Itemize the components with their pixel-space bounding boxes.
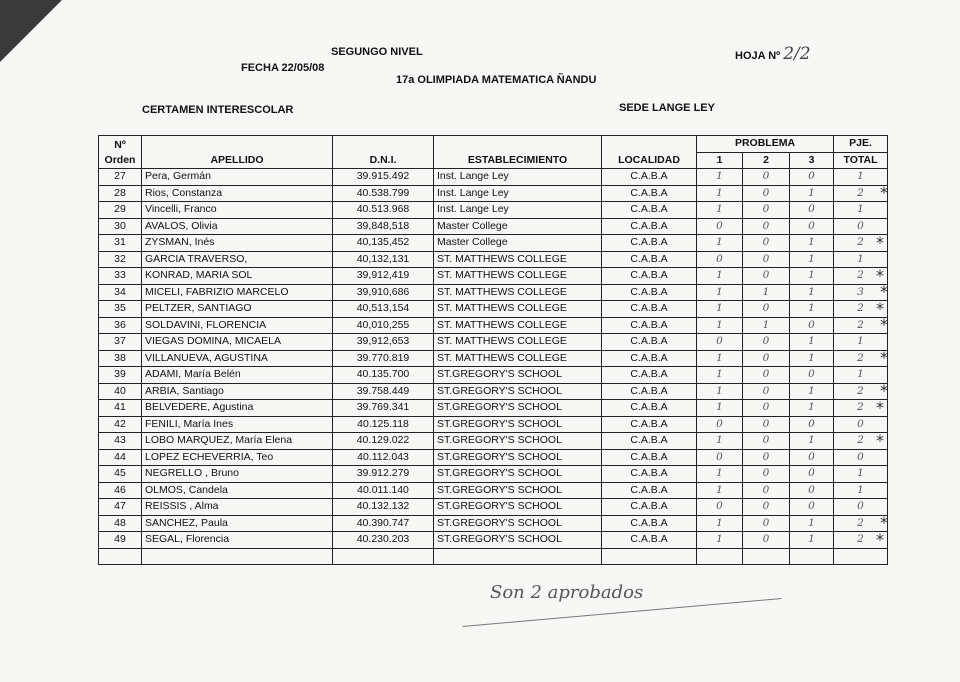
- row-problema-3: 1: [790, 350, 834, 367]
- table-row: [99, 416, 888, 433]
- row-establecimiento: ST.GREGORY'S SCHOOL: [434, 532, 602, 549]
- row-total: 1: [834, 202, 888, 219]
- row-problema-2: 0: [743, 499, 790, 516]
- table-row: [99, 284, 888, 301]
- table-row: [99, 218, 888, 235]
- row-establecimiento: Inst. Lange Ley: [434, 169, 602, 186]
- row-problema-1: 1: [697, 317, 743, 334]
- star-mark: *: [876, 298, 884, 318]
- table-row: [99, 400, 888, 417]
- row-problema-2: 0: [743, 235, 790, 252]
- row-apellido: AVALOS, Olivia: [142, 218, 333, 235]
- table-row: [99, 499, 888, 516]
- table-row: [99, 482, 888, 499]
- row-dni: 40.132.132: [333, 499, 434, 516]
- row-problema-1: 1: [697, 482, 743, 499]
- row-localidad: [602, 548, 697, 565]
- row-localidad: C.A.B.A: [602, 466, 697, 483]
- row-establecimiento: ST.GREGORY'S SCHOOL: [434, 383, 602, 400]
- row-establecimiento: ST. MATTHEWS COLLEGE: [434, 334, 602, 351]
- row-dni: 40.011.140: [333, 482, 434, 499]
- row-problema-3: 1: [790, 301, 834, 318]
- row-localidad: C.A.B.A: [602, 499, 697, 516]
- row-establecimiento: Inst. Lange Ley: [434, 202, 602, 219]
- row-apellido: GARCIA TRAVERSO,: [142, 251, 333, 268]
- row-localidad: C.A.B.A: [602, 433, 697, 450]
- table-row: [99, 235, 888, 252]
- row-dni: 40.112.043: [333, 449, 434, 466]
- row-problema-1: 1: [697, 383, 743, 400]
- table-row: [99, 466, 888, 483]
- row-number: 32: [99, 251, 142, 268]
- row-problema-2: 0: [743, 383, 790, 400]
- row-localidad: C.A.B.A: [602, 334, 697, 351]
- row-total: 2: [834, 400, 888, 417]
- row-dni: 39,912,653: [333, 334, 434, 351]
- row-problema-2: 0: [743, 449, 790, 466]
- handwritten-note: Son 2 aprobados: [490, 582, 644, 603]
- row-problema-3: 0: [790, 416, 834, 433]
- star-mark: *: [880, 183, 888, 202]
- row-problema-1: 0: [697, 416, 743, 433]
- row-problema-2: 0: [743, 433, 790, 450]
- row-apellido: SOLDAVINI, FLORENCIA: [142, 317, 333, 334]
- row-problema-3: 1: [790, 400, 834, 417]
- table-row: [99, 367, 888, 384]
- row-establecimiento: [434, 548, 602, 565]
- row-number: [99, 548, 142, 565]
- row-total: 2: [834, 433, 888, 450]
- row-number: 36: [99, 317, 142, 334]
- table-row: [99, 532, 888, 549]
- row-total: 0: [834, 218, 888, 235]
- row-problema-2: 0: [743, 400, 790, 417]
- row-problema-3: 0: [790, 367, 834, 384]
- row-apellido: LOBO MARQUEZ, María Elena: [142, 433, 333, 450]
- row-total: 2: [834, 317, 888, 334]
- row-problema-3: 1: [790, 235, 834, 252]
- row-total: 1: [834, 466, 888, 483]
- hoja-label-text: HOJA Nº: [735, 50, 781, 62]
- row-dni: 40.135.700: [333, 367, 434, 384]
- row-number: 34: [99, 284, 142, 301]
- col-orden-line1: Nº: [114, 139, 126, 151]
- table-row: [99, 185, 888, 202]
- star-mark: *: [876, 430, 884, 450]
- col-p3-header: 3: [790, 152, 834, 169]
- row-apellido: Rios, Constanza: [142, 185, 333, 202]
- row-problema-3: 1: [790, 383, 834, 400]
- col-problema-header: PROBLEMA: [697, 136, 834, 153]
- row-problema-3: [790, 548, 834, 565]
- fecha-heading: FECHA 22/05/08: [241, 62, 325, 74]
- row-problema-3: 0: [790, 449, 834, 466]
- sede-heading: SEDE LANGE LEY: [619, 102, 715, 114]
- row-problema-2: 0: [743, 334, 790, 351]
- row-problema-2: 1: [743, 317, 790, 334]
- row-apellido: Vincelli, Franco: [142, 202, 333, 219]
- row-total: 2: [834, 383, 888, 400]
- table-row: [99, 301, 888, 318]
- row-total: 1: [834, 482, 888, 499]
- row-number: 30: [99, 218, 142, 235]
- col-establecimiento-header: ESTABLECIMIENTO: [434, 136, 602, 169]
- row-number: 44: [99, 449, 142, 466]
- row-dni: 40.390.747: [333, 515, 434, 532]
- row-problema-1: 1: [697, 532, 743, 549]
- row-dni: 40.129.022: [333, 433, 434, 450]
- row-establecimiento: ST.GREGORY'S SCHOOL: [434, 449, 602, 466]
- star-mark: *: [880, 381, 888, 400]
- row-problema-3: 1: [790, 334, 834, 351]
- row-problema-3: 1: [790, 433, 834, 450]
- row-number: 48: [99, 515, 142, 532]
- row-total: 1: [834, 367, 888, 384]
- col-orden-header: [99, 136, 142, 169]
- row-problema-1: 0: [697, 334, 743, 351]
- row-establecimiento: ST.GREGORY'S SCHOOL: [434, 482, 602, 499]
- row-dni: [333, 548, 434, 565]
- row-localidad: C.A.B.A: [602, 367, 697, 384]
- row-dni: 40.513.968: [333, 202, 434, 219]
- row-establecimiento: Inst. Lange Ley: [434, 185, 602, 202]
- row-problema-1: 1: [697, 235, 743, 252]
- row-problema-1: 1: [697, 185, 743, 202]
- row-problema-1: 1: [697, 202, 743, 219]
- table-row: [99, 317, 888, 334]
- row-problema-2: 0: [743, 416, 790, 433]
- table-row: [99, 433, 888, 450]
- row-apellido: KONRAD, MARIA SOL: [142, 268, 333, 285]
- row-problema-1: 1: [697, 466, 743, 483]
- row-localidad: C.A.B.A: [602, 185, 697, 202]
- row-number: 41: [99, 400, 142, 417]
- row-problema-1: 0: [697, 499, 743, 516]
- header-row-1: [99, 136, 888, 153]
- results-table: [98, 135, 888, 565]
- row-localidad: C.A.B.A: [602, 416, 697, 433]
- table-row: [99, 515, 888, 532]
- row-problema-3: 0: [790, 169, 834, 186]
- row-apellido: ADAMI, María Belén: [142, 367, 333, 384]
- row-total: 0: [834, 449, 888, 466]
- row-apellido: SEGAL, Florencia: [142, 532, 333, 549]
- row-problema-1: 1: [697, 301, 743, 318]
- row-problema-2: 0: [743, 251, 790, 268]
- row-number: 49: [99, 532, 142, 549]
- col-p2-header: 2: [743, 152, 790, 169]
- row-number: 27: [99, 169, 142, 186]
- row-number: 37: [99, 334, 142, 351]
- row-problema-2: 0: [743, 515, 790, 532]
- row-dni: 40.125.118: [333, 416, 434, 433]
- row-problema-1: 1: [697, 268, 743, 285]
- row-apellido: BELVEDERE, Agustina: [142, 400, 333, 417]
- row-problema-1: 0: [697, 251, 743, 268]
- row-localidad: C.A.B.A: [602, 268, 697, 285]
- star-mark: *: [880, 282, 888, 301]
- row-problema-3: 1: [790, 268, 834, 285]
- row-total: 2: [834, 532, 888, 549]
- star-mark: *: [876, 529, 884, 549]
- row-problema-2: 0: [743, 218, 790, 235]
- row-problema-3: 1: [790, 532, 834, 549]
- row-total: 2: [834, 301, 888, 318]
- row-problema-1: 1: [697, 284, 743, 301]
- row-dni: 40,513,154: [333, 301, 434, 318]
- row-localidad: C.A.B.A: [602, 301, 697, 318]
- row-apellido: REISSIS , Alma: [142, 499, 333, 516]
- row-total: 1: [834, 334, 888, 351]
- hoja-label: [735, 44, 811, 64]
- row-problema-3: 0: [790, 499, 834, 516]
- results-body: [99, 169, 888, 565]
- col-dni-header: D.N.I.: [333, 136, 434, 169]
- row-total: [834, 548, 888, 565]
- row-total: 3: [834, 284, 888, 301]
- row-problema-1: 0: [697, 449, 743, 466]
- row-localidad: C.A.B.A: [602, 218, 697, 235]
- row-localidad: C.A.B.A: [602, 251, 697, 268]
- row-problema-2: 1: [743, 284, 790, 301]
- row-establecimiento: Master College: [434, 218, 602, 235]
- row-dni: 39,912,419: [333, 268, 434, 285]
- col-pje-line2: TOTAL: [834, 152, 888, 169]
- row-total: 2: [834, 350, 888, 367]
- row-problema-3: 1: [790, 284, 834, 301]
- row-apellido: PELTZER, SANTIAGO: [142, 301, 333, 318]
- row-dni: 40,010,255: [333, 317, 434, 334]
- row-localidad: C.A.B.A: [602, 400, 697, 417]
- row-apellido: OLMOS, Candela: [142, 482, 333, 499]
- row-localidad: C.A.B.A: [602, 350, 697, 367]
- row-problema-3: 1: [790, 251, 834, 268]
- row-problema-2: 0: [743, 185, 790, 202]
- olimpiada-heading: 17a OLIMPIADA MATEMATICA ÑANDU: [396, 74, 597, 86]
- table-row: [99, 251, 888, 268]
- star-mark: *: [880, 348, 888, 367]
- row-problema-1: 1: [697, 433, 743, 450]
- row-problema-1: 1: [697, 367, 743, 384]
- row-establecimiento: ST. MATTHEWS COLLEGE: [434, 268, 602, 285]
- row-localidad: C.A.B.A: [602, 284, 697, 301]
- row-problema-3: 0: [790, 317, 834, 334]
- row-total: 2: [834, 515, 888, 532]
- row-dni: 39.758.449: [333, 383, 434, 400]
- row-establecimiento: ST.GREGORY'S SCHOOL: [434, 466, 602, 483]
- row-dni: 39.915.492: [333, 169, 434, 186]
- row-localidad: C.A.B.A: [602, 383, 697, 400]
- row-apellido: VIEGAS DOMINA, MICAELA: [142, 334, 333, 351]
- row-number: 46: [99, 482, 142, 499]
- row-localidad: C.A.B.A: [602, 202, 697, 219]
- row-dni: 39.912.279: [333, 466, 434, 483]
- row-apellido: [142, 548, 333, 565]
- row-apellido: LOPEZ ECHEVERRIA, Teo: [142, 449, 333, 466]
- row-problema-2: 0: [743, 532, 790, 549]
- row-problema-1: 1: [697, 169, 743, 186]
- col-pje-line1: PJE.: [834, 136, 888, 153]
- row-problema-2: 0: [743, 350, 790, 367]
- col-p1-header: 1: [697, 152, 743, 169]
- row-problema-3: 1: [790, 515, 834, 532]
- row-problema-1: 1: [697, 350, 743, 367]
- star-mark: *: [876, 397, 884, 417]
- row-number: 28: [99, 185, 142, 202]
- row-apellido: MICELI, FABRIZIO MARCELO: [142, 284, 333, 301]
- table-row: [99, 548, 888, 565]
- table-row: [99, 350, 888, 367]
- row-establecimiento: ST.GREGORY'S SCHOOL: [434, 499, 602, 516]
- certamen-heading: CERTAMEN INTERESCOLAR: [142, 104, 294, 116]
- row-establecimiento: Master College: [434, 235, 602, 252]
- star-mark: *: [876, 265, 884, 285]
- hoja-value: 2/2: [783, 44, 811, 64]
- row-establecimiento: ST.GREGORY'S SCHOOL: [434, 515, 602, 532]
- row-dni: 39.769.341: [333, 400, 434, 417]
- row-localidad: C.A.B.A: [602, 532, 697, 549]
- row-problema-3: 0: [790, 482, 834, 499]
- star-mark: *: [880, 315, 888, 334]
- table-row: [99, 268, 888, 285]
- row-total: 2: [834, 185, 888, 202]
- row-problema-2: 0: [743, 367, 790, 384]
- row-problema-2: 0: [743, 482, 790, 499]
- row-establecimiento: ST. MATTHEWS COLLEGE: [434, 284, 602, 301]
- table-row: [99, 383, 888, 400]
- row-dni: 40.538.799: [333, 185, 434, 202]
- row-establecimiento: ST.GREGORY'S SCHOOL: [434, 416, 602, 433]
- col-localidad-header: LOCALIDAD: [602, 136, 697, 169]
- row-problema-2: 0: [743, 268, 790, 285]
- star-mark: *: [880, 513, 888, 532]
- row-total: 0: [834, 416, 888, 433]
- row-establecimiento: ST.GREGORY'S SCHOOL: [434, 400, 602, 417]
- row-problema-1: 1: [697, 400, 743, 417]
- row-number: 40: [99, 383, 142, 400]
- row-problema-1: 1: [697, 515, 743, 532]
- row-dni: 40.230.203: [333, 532, 434, 549]
- row-number: 42: [99, 416, 142, 433]
- row-number: 35: [99, 301, 142, 318]
- row-problema-2: 0: [743, 202, 790, 219]
- col-apellido-header: APELLIDO: [142, 136, 333, 169]
- table-row: [99, 202, 888, 219]
- row-problema-3: 0: [790, 466, 834, 483]
- row-total: 2: [834, 235, 888, 252]
- row-establecimiento: ST.GREGORY'S SCHOOL: [434, 433, 602, 450]
- row-problema-2: [743, 548, 790, 565]
- nivel-heading: SEGUNGO NIVEL: [331, 46, 423, 58]
- row-localidad: C.A.B.A: [602, 515, 697, 532]
- col-orden-line2: Orden: [104, 154, 136, 166]
- row-number: 47: [99, 499, 142, 516]
- row-localidad: C.A.B.A: [602, 317, 697, 334]
- row-number: 39: [99, 367, 142, 384]
- row-apellido: NEGRELLO , Bruno: [142, 466, 333, 483]
- row-establecimiento: ST. MATTHEWS COLLEGE: [434, 301, 602, 318]
- row-number: 29: [99, 202, 142, 219]
- table-row: [99, 449, 888, 466]
- row-localidad: C.A.B.A: [602, 482, 697, 499]
- row-dni: 40,135,452: [333, 235, 434, 252]
- row-total: 0: [834, 499, 888, 516]
- star-mark: *: [876, 232, 884, 252]
- row-number: 43: [99, 433, 142, 450]
- row-problema-1: [697, 548, 743, 565]
- row-dni: 39,910,686: [333, 284, 434, 301]
- row-establecimiento: ST. MATTHEWS COLLEGE: [434, 317, 602, 334]
- page-fold-corner: [0, 0, 62, 62]
- row-establecimiento: ST. MATTHEWS COLLEGE: [434, 251, 602, 268]
- row-number: 31: [99, 235, 142, 252]
- row-apellido: Pera, Germán: [142, 169, 333, 186]
- table-row: [99, 334, 888, 351]
- row-number: 33: [99, 268, 142, 285]
- row-problema-2: 0: [743, 301, 790, 318]
- row-establecimiento: ST.GREGORY'S SCHOOL: [434, 367, 602, 384]
- row-total: 1: [834, 169, 888, 186]
- row-apellido: FENILI, María Ines: [142, 416, 333, 433]
- row-establecimiento: ST. MATTHEWS COLLEGE: [434, 350, 602, 367]
- row-number: 38: [99, 350, 142, 367]
- row-problema-3: 0: [790, 202, 834, 219]
- row-localidad: C.A.B.A: [602, 235, 697, 252]
- row-problema-3: 1: [790, 185, 834, 202]
- row-number: 45: [99, 466, 142, 483]
- row-dni: 40,132,131: [333, 251, 434, 268]
- row-dni: 39,848,518: [333, 218, 434, 235]
- row-problema-3: 0: [790, 218, 834, 235]
- row-localidad: C.A.B.A: [602, 169, 697, 186]
- table-row: [99, 169, 888, 186]
- row-problema-1: 0: [697, 218, 743, 235]
- row-total: 1: [834, 251, 888, 268]
- row-apellido: SANCHEZ, Paula: [142, 515, 333, 532]
- row-problema-2: 0: [743, 466, 790, 483]
- row-apellido: ARBIA, Santiago: [142, 383, 333, 400]
- row-localidad: C.A.B.A: [602, 449, 697, 466]
- row-apellido: VILLANUEVA, AGUSTINA: [142, 350, 333, 367]
- row-problema-2: 0: [743, 169, 790, 186]
- row-total: 2: [834, 268, 888, 285]
- row-apellido: ZYSMAN, Inés: [142, 235, 333, 252]
- row-dni: 39.770.819: [333, 350, 434, 367]
